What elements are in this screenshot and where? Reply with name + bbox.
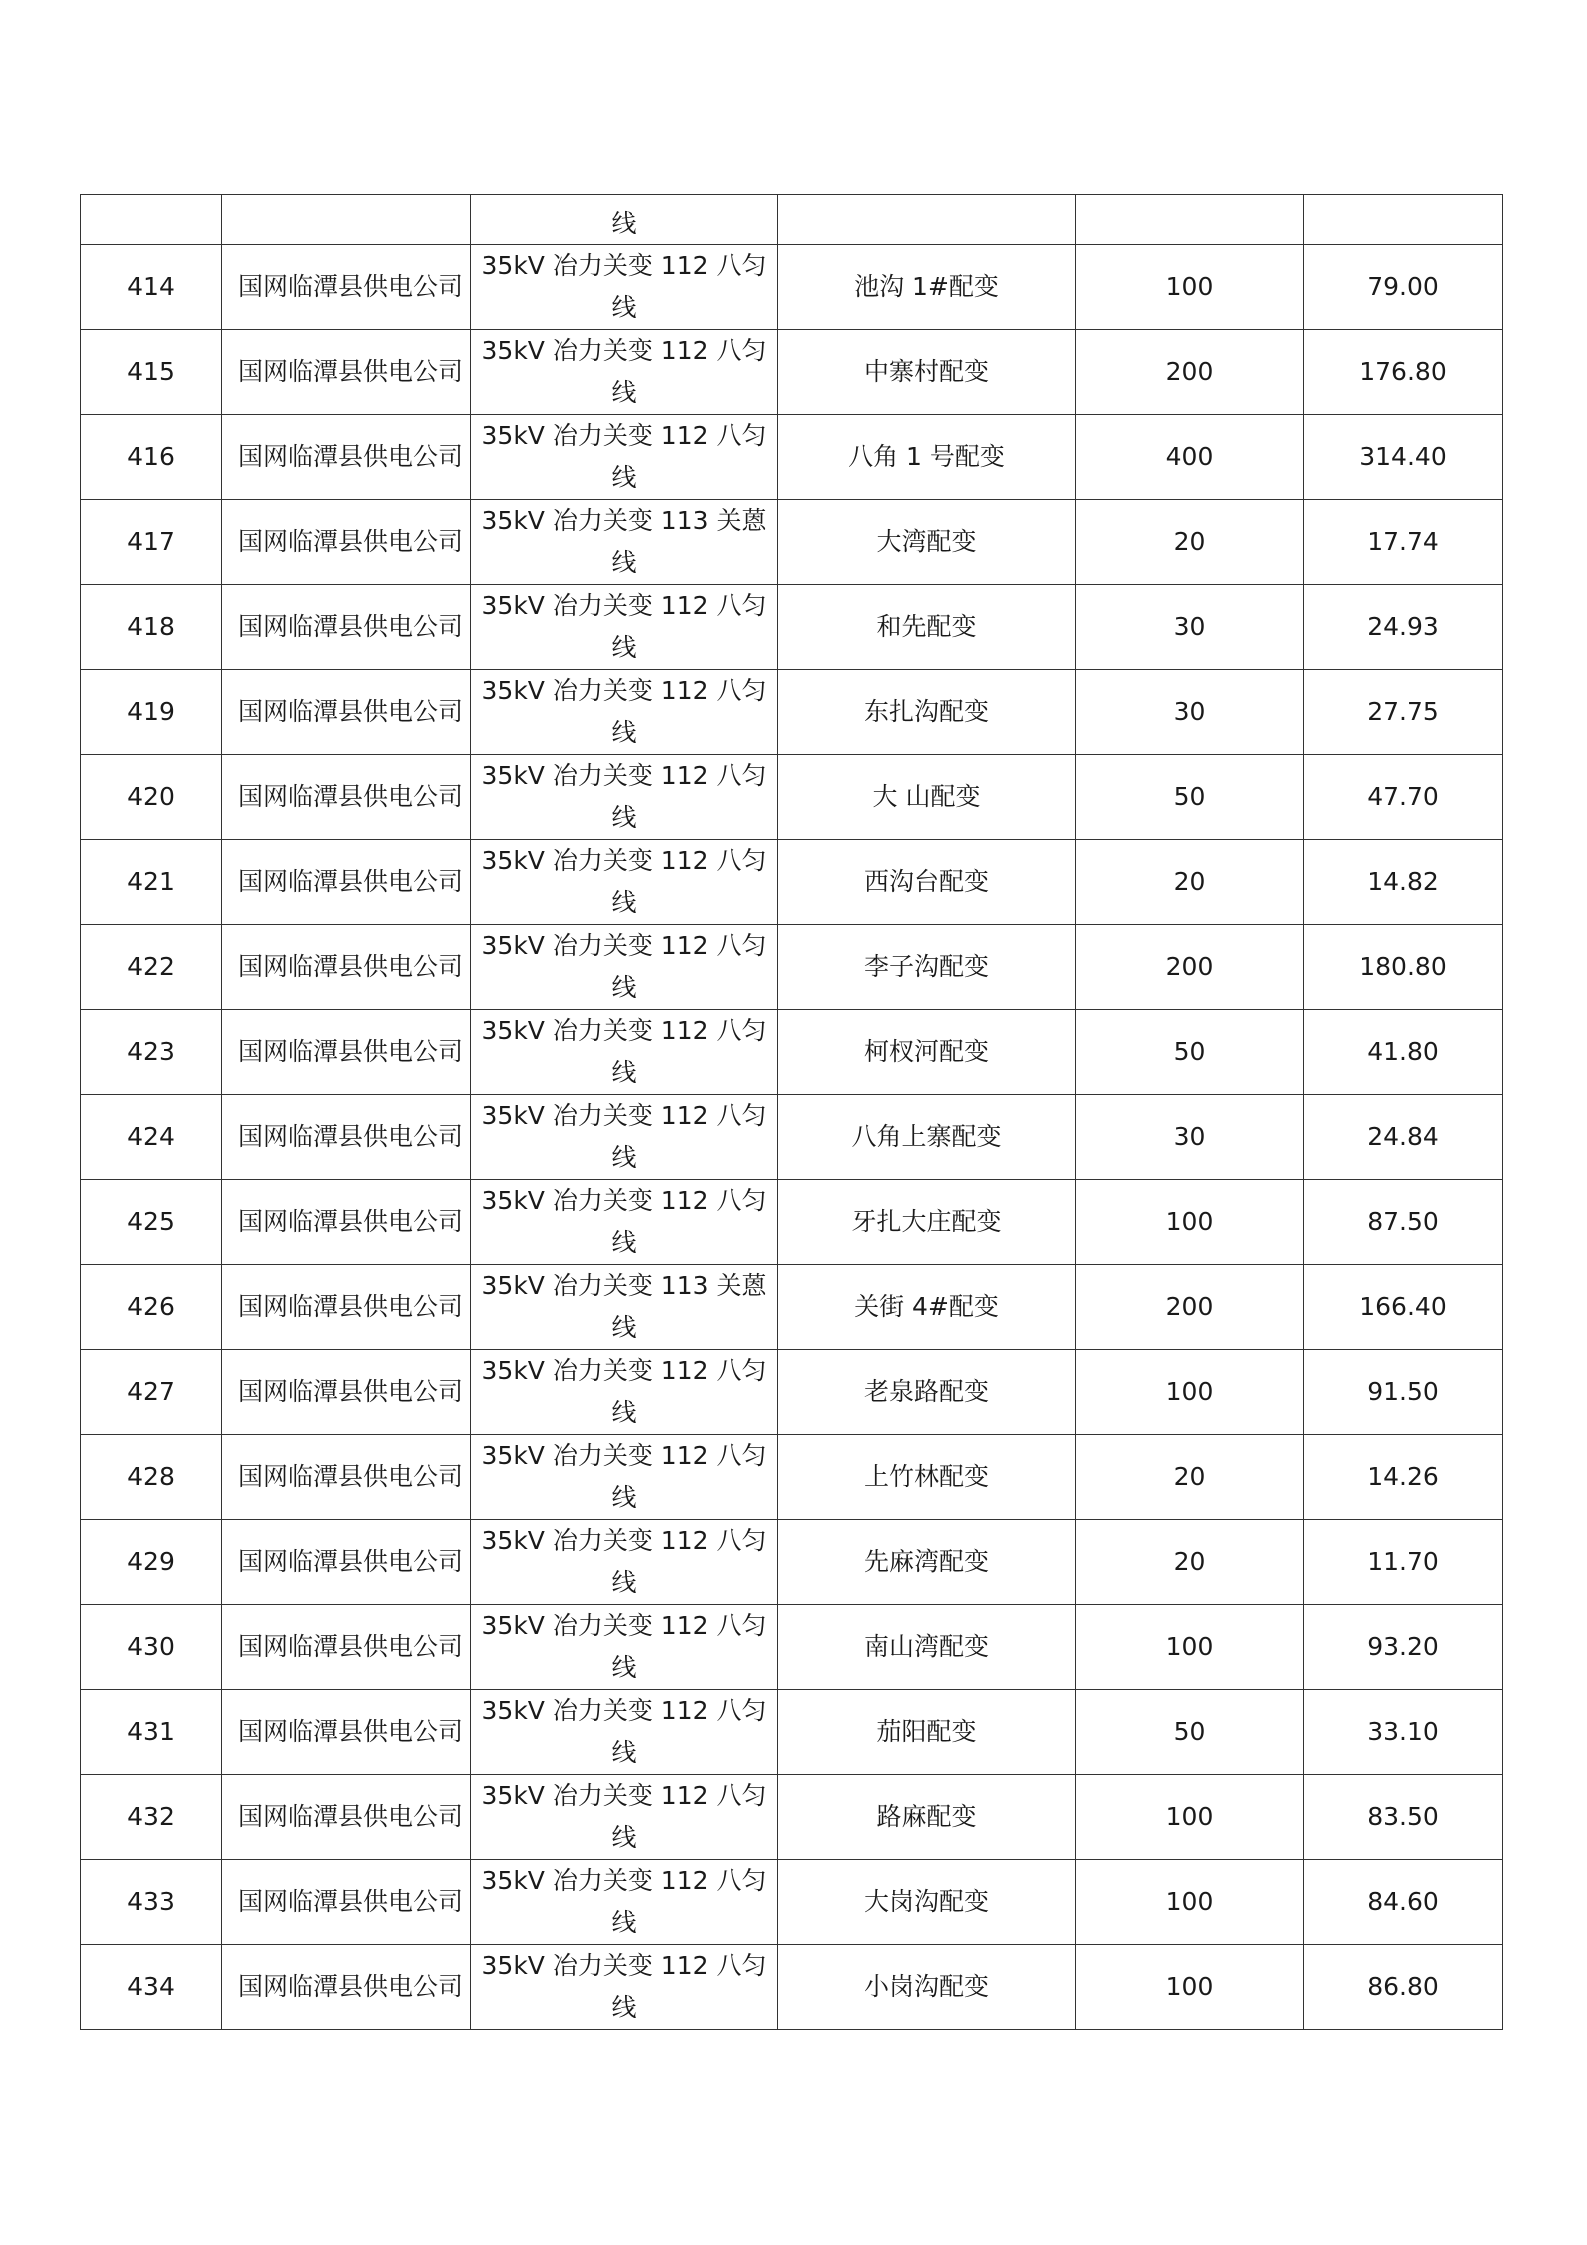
cell-station: 八角 1 号配变 [778, 415, 1076, 500]
cell-no: 427 [81, 1350, 222, 1435]
table-row [81, 330, 1503, 415]
cell-company: 国网临潭县供电公司 [222, 1010, 471, 1095]
line-text: 35kV 冶力关变 112 八匀 [481, 1781, 767, 1810]
cell-company: 国网临潭县供电公司 [222, 1860, 471, 1945]
cell-value: 93.20 [1304, 1605, 1503, 1690]
cell-value: 11.70 [1304, 1520, 1503, 1605]
cell-no: 426 [81, 1265, 222, 1350]
cell-line [471, 840, 778, 925]
cell-station: 李子沟配变 [778, 925, 1076, 1010]
cell-no: 434 [81, 1945, 222, 2030]
line-text: 35kV 冶力关变 112 八匀 [481, 1526, 767, 1555]
table-row [81, 1180, 1503, 1265]
line-text: 35kV 冶力关变 112 八匀 [481, 1356, 767, 1385]
table-row [81, 1605, 1503, 1690]
cell-no: 432 [81, 1775, 222, 1860]
cell-line [471, 1520, 778, 1605]
table-row [81, 840, 1503, 925]
line-text: 35kV 冶力关变 112 八匀 [481, 421, 767, 450]
line-text: 35kV 冶力关变 112 八匀 [481, 1016, 767, 1045]
cell-no: 420 [81, 755, 222, 840]
line-text: 线 [611, 718, 637, 747]
cell-station: 茄阳配变 [778, 1690, 1076, 1775]
line-text: 线 [611, 1568, 637, 1597]
cell-line [471, 500, 778, 585]
line-text: 线 [611, 1313, 637, 1342]
cell-value: 314.40 [1304, 415, 1503, 500]
table-row [81, 1520, 1503, 1605]
line-text: 线 [611, 633, 637, 662]
line-text: 线 [611, 463, 637, 492]
cell-capacity: 30 [1076, 1095, 1304, 1180]
table-row [81, 1775, 1503, 1860]
cell-capacity: 20 [1076, 1520, 1304, 1605]
cell-station [778, 195, 1076, 245]
cell-capacity: 100 [1076, 1605, 1304, 1690]
cell-no: 416 [81, 415, 222, 500]
cell-station: 中寨村配变 [778, 330, 1076, 415]
cell-no: 425 [81, 1180, 222, 1265]
cell-line [471, 1265, 778, 1350]
cell-capacity: 400 [1076, 415, 1304, 500]
line-text: 线 [611, 973, 637, 1002]
cell-capacity: 200 [1076, 330, 1304, 415]
table-row [81, 1265, 1503, 1350]
table-body [81, 195, 1503, 2030]
cell-capacity: 200 [1076, 1265, 1304, 1350]
cell-no: 429 [81, 1520, 222, 1605]
line-text: 线 [611, 1738, 637, 1767]
cell-line [471, 925, 778, 1010]
cell-company: 国网临潭县供电公司 [222, 925, 471, 1010]
cell-station: 路麻配变 [778, 1775, 1076, 1860]
cell-no: 433 [81, 1860, 222, 1945]
line-text: 线 [611, 1483, 637, 1512]
line-text: 35kV 冶力关变 112 八匀 [481, 1611, 767, 1640]
cell-capacity: 50 [1076, 755, 1304, 840]
cell-company: 国网临潭县供电公司 [222, 1435, 471, 1520]
cell-no: 428 [81, 1435, 222, 1520]
continuation-row [81, 195, 1503, 245]
cell-line [471, 1860, 778, 1945]
line-text: 线 [611, 1058, 637, 1087]
cell-value: 14.82 [1304, 840, 1503, 925]
line-text: 35kV 冶力关变 112 八匀 [481, 336, 767, 365]
cell-company: 国网临潭县供电公司 [222, 755, 471, 840]
line-text: 线 [611, 293, 637, 322]
cell-no [81, 195, 222, 245]
table-row [81, 925, 1503, 1010]
cell-capacity: 100 [1076, 1180, 1304, 1265]
cell-line [471, 1690, 778, 1775]
cell-station: 大 山配变 [778, 755, 1076, 840]
cell-value: 166.40 [1304, 1265, 1503, 1350]
cell-capacity: 30 [1076, 585, 1304, 670]
table-row [81, 415, 1503, 500]
cell-capacity: 20 [1076, 1435, 1304, 1520]
cell-line [471, 1010, 778, 1095]
table-row [81, 1435, 1503, 1520]
cell-value: 41.80 [1304, 1010, 1503, 1095]
line-text: 35kV 冶力关变 112 八匀 [481, 761, 767, 790]
cell-line [471, 330, 778, 415]
cell-no: 419 [81, 670, 222, 755]
line-text: 线 [611, 548, 637, 577]
table-row [81, 1095, 1503, 1180]
cell-station: 大湾配变 [778, 500, 1076, 585]
cell-capacity: 20 [1076, 840, 1304, 925]
cell-company: 国网临潭县供电公司 [222, 1265, 471, 1350]
cell-no: 424 [81, 1095, 222, 1180]
cell-company: 国网临潭县供电公司 [222, 1945, 471, 2030]
line-text: 35kV 冶力关变 112 八匀 [481, 591, 767, 620]
cell-station: 先麻湾配变 [778, 1520, 1076, 1605]
cell-station: 牙扎大庄配变 [778, 1180, 1076, 1265]
cell-company: 国网临潭县供电公司 [222, 670, 471, 755]
cell-line [471, 670, 778, 755]
cell-no: 422 [81, 925, 222, 1010]
line-text: 35kV 冶力关变 112 八匀 [481, 251, 767, 280]
cell-value: 47.70 [1304, 755, 1503, 840]
cell-line [471, 415, 778, 500]
cell-capacity [1076, 195, 1304, 245]
table-row [81, 1010, 1503, 1095]
cell-value [1304, 195, 1503, 245]
cell-station: 大岗沟配变 [778, 1860, 1076, 1945]
cell-no: 417 [81, 500, 222, 585]
table-row [81, 1860, 1503, 1945]
cell-line [471, 1775, 778, 1860]
cell-value: 17.74 [1304, 500, 1503, 585]
cell-no: 421 [81, 840, 222, 925]
cell-line [471, 1945, 778, 2030]
cell-company: 国网临潭县供电公司 [222, 1095, 471, 1180]
table-row [81, 1945, 1503, 2030]
cell-company: 国网临潭县供电公司 [222, 245, 471, 330]
line-text: 35kV 冶力关变 112 八匀 [481, 1186, 767, 1215]
line-text: 线 [611, 378, 637, 407]
cell-line-tail: 线 [471, 195, 778, 245]
cell-station: 南山湾配变 [778, 1605, 1076, 1690]
line-text: 35kV 冶力关变 112 八匀 [481, 1696, 767, 1725]
cell-station: 池沟 1#配变 [778, 245, 1076, 330]
line-text: 线 [611, 1993, 637, 2022]
cell-capacity: 30 [1076, 670, 1304, 755]
cell-value: 79.00 [1304, 245, 1503, 330]
cell-line [471, 1180, 778, 1265]
cell-value: 87.50 [1304, 1180, 1503, 1265]
line-text: 35kV 冶力关变 112 八匀 [481, 1866, 767, 1895]
line-text: 线 [611, 1653, 637, 1682]
line-text: 线 [611, 1823, 637, 1852]
cell-line [471, 1095, 778, 1180]
cell-company: 国网临潭县供电公司 [222, 330, 471, 415]
cell-company: 国网临潭县供电公司 [222, 415, 471, 500]
cell-capacity: 50 [1076, 1690, 1304, 1775]
cell-capacity: 100 [1076, 1775, 1304, 1860]
line-text: 线 [611, 1228, 637, 1257]
cell-capacity: 20 [1076, 500, 1304, 585]
cell-capacity: 100 [1076, 1350, 1304, 1435]
cell-value: 24.84 [1304, 1095, 1503, 1180]
cell-company: 国网临潭县供电公司 [222, 1350, 471, 1435]
cell-no: 423 [81, 1010, 222, 1095]
cell-capacity: 100 [1076, 245, 1304, 330]
cell-line [471, 1605, 778, 1690]
table-row [81, 500, 1503, 585]
line-text: 35kV 冶力关变 113 关蒽 [481, 506, 767, 535]
cell-no: 414 [81, 245, 222, 330]
cell-line [471, 755, 778, 840]
line-text: 35kV 冶力关变 112 八匀 [481, 676, 767, 705]
cell-capacity: 100 [1076, 1945, 1304, 2030]
cell-station: 上竹林配变 [778, 1435, 1076, 1520]
cell-capacity: 50 [1076, 1010, 1304, 1095]
line-text: 35kV 冶力关变 112 八匀 [481, 1441, 767, 1470]
line-text: 35kV 冶力关变 112 八匀 [481, 846, 767, 875]
cell-company: 国网临潭县供电公司 [222, 1520, 471, 1605]
cell-no: 415 [81, 330, 222, 415]
cell-value: 14.26 [1304, 1435, 1503, 1520]
line-text: 35kV 冶力关变 112 八匀 [481, 931, 767, 960]
line-text: 线 [611, 1143, 637, 1172]
cell-station: 关街 4#配变 [778, 1265, 1076, 1350]
cell-value: 83.50 [1304, 1775, 1503, 1860]
cell-no: 418 [81, 585, 222, 670]
line-text: 35kV 冶力关变 113 关蒽 [481, 1271, 767, 1300]
cell-value: 33.10 [1304, 1690, 1503, 1775]
table-row [81, 585, 1503, 670]
cell-company [222, 195, 471, 245]
cell-station: 八角上寨配变 [778, 1095, 1076, 1180]
cell-company: 国网临潭县供电公司 [222, 500, 471, 585]
cell-company: 国网临潭县供电公司 [222, 1605, 471, 1690]
cell-value: 27.75 [1304, 670, 1503, 755]
cell-value: 91.50 [1304, 1350, 1503, 1435]
table-row [81, 1350, 1503, 1435]
table-row [81, 1690, 1503, 1775]
line-text: 线 [611, 803, 637, 832]
cell-station: 小岗沟配变 [778, 1945, 1076, 2030]
cell-no: 431 [81, 1690, 222, 1775]
cell-line [471, 1350, 778, 1435]
cell-value: 180.80 [1304, 925, 1503, 1010]
cell-station: 东扎沟配变 [778, 670, 1076, 755]
cell-capacity: 100 [1076, 1860, 1304, 1945]
cell-company: 国网临潭县供电公司 [222, 1180, 471, 1265]
cell-line [471, 245, 778, 330]
line-text: 线 [611, 1908, 637, 1937]
cell-value: 24.93 [1304, 585, 1503, 670]
table-row [81, 755, 1503, 840]
cell-no: 430 [81, 1605, 222, 1690]
cell-station: 柯杈河配变 [778, 1010, 1076, 1095]
cell-company: 国网临潭县供电公司 [222, 1775, 471, 1860]
line-text: 35kV 冶力关变 112 八匀 [481, 1101, 767, 1130]
transformer-table [80, 194, 1503, 2030]
table-row [81, 670, 1503, 755]
cell-company: 国网临潭县供电公司 [222, 1690, 471, 1775]
cell-value: 84.60 [1304, 1860, 1503, 1945]
cell-capacity: 200 [1076, 925, 1304, 1010]
cell-station: 老泉路配变 [778, 1350, 1076, 1435]
cell-line [471, 585, 778, 670]
line-text: 线 [611, 888, 637, 917]
cell-company: 国网临潭县供电公司 [222, 840, 471, 925]
line-text: 线 [611, 1398, 637, 1427]
table-row [81, 245, 1503, 330]
cell-value: 86.80 [1304, 1945, 1503, 2030]
cell-station: 和先配变 [778, 585, 1076, 670]
line-text: 35kV 冶力关变 112 八匀 [481, 1951, 767, 1980]
cell-station: 西沟台配变 [778, 840, 1076, 925]
cell-company: 国网临潭县供电公司 [222, 585, 471, 670]
cell-line [471, 1435, 778, 1520]
cell-value: 176.80 [1304, 330, 1503, 415]
